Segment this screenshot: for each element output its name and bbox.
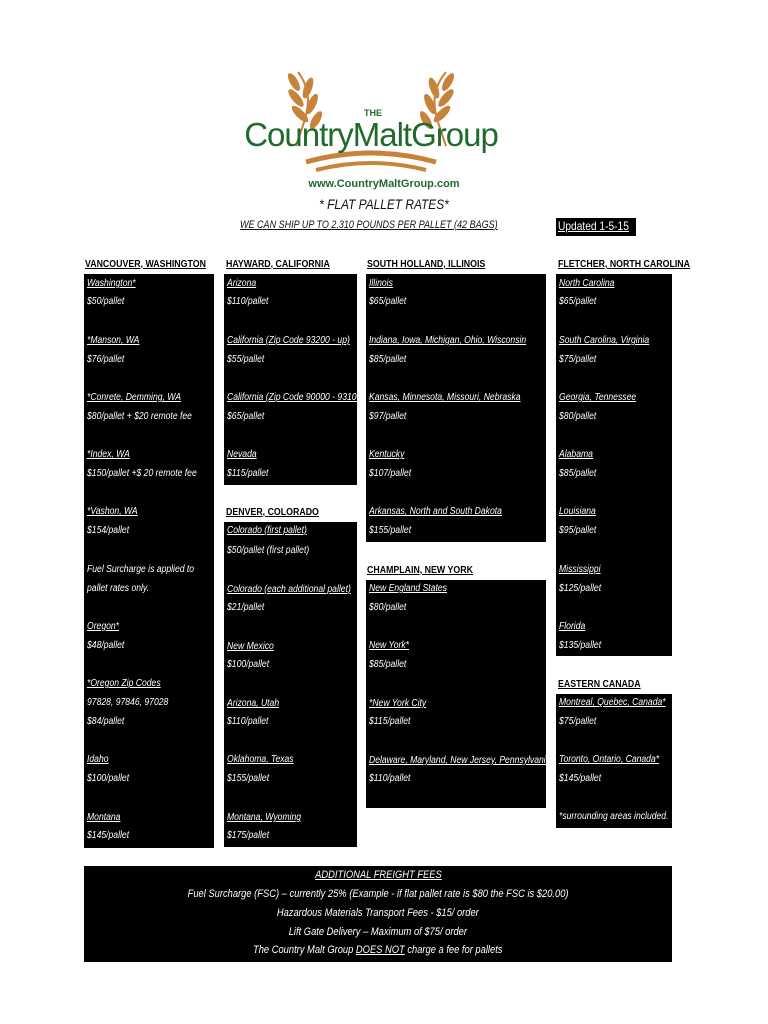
logo-the: THE bbox=[364, 108, 382, 118]
rate-value: $21/pallet bbox=[227, 602, 265, 613]
rate-label: *Oregon Zip Codes bbox=[87, 678, 161, 689]
updated-badge bbox=[556, 218, 636, 236]
page-title: * FLAT PALLET RATES* bbox=[319, 196, 449, 212]
rate-label: Kansas, Minnesota, Missouri, Nebraska bbox=[369, 392, 521, 403]
rate-label: Washington* bbox=[87, 278, 136, 289]
rate-label: Idaho bbox=[87, 754, 109, 765]
rates-box-denver bbox=[224, 542, 357, 847]
rate-label: Montreal, Quebec, Canada* bbox=[559, 697, 666, 708]
rate-value: $154/pallet bbox=[87, 525, 130, 536]
rate-value: $85/pallet bbox=[369, 659, 407, 670]
rate-label: South Carolina, Virginia bbox=[559, 335, 650, 346]
rate-label: Florida bbox=[559, 621, 586, 632]
rate-value: $95/pallet bbox=[559, 525, 597, 536]
rate-label: Toronto, Ontario, Canada* bbox=[559, 754, 660, 765]
rate-label: Arkansas, North and South Dakota bbox=[369, 506, 502, 517]
rate-label: Oregon* bbox=[87, 621, 120, 632]
rate-value: $145/pallet bbox=[559, 773, 602, 784]
fees-heading: ADDITIONAL FREIGHT FEES bbox=[314, 869, 442, 881]
rates-box-fletcher bbox=[556, 274, 672, 656]
rate-value: $110/pallet bbox=[227, 296, 269, 307]
rate-value: $76/pallet bbox=[87, 354, 125, 365]
rate-value: $110/pallet bbox=[369, 773, 411, 784]
rate-value: $80/pallet bbox=[369, 602, 407, 613]
rate-label: Montana bbox=[87, 812, 121, 823]
rate-value: $100/pallet bbox=[227, 659, 270, 670]
company-logo bbox=[236, 66, 506, 178]
rate-label: *Manson, WA bbox=[87, 335, 140, 346]
rate-value: $97/pallet bbox=[369, 411, 407, 422]
website-url[interactable]: www.CountryMaltGroup.com bbox=[308, 178, 460, 190]
surcharge-note: Fuel Surcharge is applied to bbox=[87, 564, 195, 575]
rate-value: $155/pallet bbox=[227, 773, 270, 784]
fee-fuel-surcharge: Fuel Surcharge (FSC) – currently 25% (Example - if flat pallet rate is $80 the FSC is $20.00) bbox=[187, 888, 569, 900]
rate-label: New York* bbox=[369, 640, 410, 651]
column-heading-south-holland: SOUTH HOLLAND, ILLINOIS bbox=[367, 259, 486, 270]
rate-label: Alabama bbox=[559, 449, 593, 460]
column-heading-hayward: HAYWARD, CALIFORNIA bbox=[226, 259, 330, 270]
rate-label: *New York City bbox=[369, 698, 427, 709]
rate-label: Colorado (first pallet) bbox=[227, 525, 307, 536]
fee-pallets-note: The Country Malt Group DOES NOT charge a fee for pallets bbox=[253, 944, 503, 956]
column-heading-vancouver: VANCOUVER, WASHINGTON bbox=[85, 259, 206, 270]
rate-label: Colorado (each additional pallet) bbox=[227, 584, 351, 595]
rates-box-eastern-canada bbox=[556, 694, 672, 828]
surcharge-note: pallet rates only. bbox=[87, 583, 149, 594]
rate-value: $80/pallet + $20 remote fee bbox=[87, 411, 192, 422]
surrounding-areas-note: *surrounding areas included. bbox=[559, 811, 669, 822]
rate-label: Montana, Wyoming bbox=[227, 812, 302, 823]
rate-value: $155/pallet bbox=[369, 525, 412, 536]
rate-value: $80/pallet bbox=[559, 411, 597, 422]
rates-box-champlain bbox=[366, 580, 551, 808]
column-heading-fletcher: FLETCHER, NORTH CAROLINA bbox=[558, 259, 690, 270]
rate-label: *Conrete, Demming, WA bbox=[87, 392, 181, 403]
rate-value: $107/pallet bbox=[369, 468, 412, 479]
rate-value: $84/pallet bbox=[87, 716, 125, 727]
rate-value: $50/pallet (first pallet) bbox=[227, 545, 310, 556]
rate-label: New England States bbox=[369, 583, 447, 594]
rate-value: $85/pallet bbox=[369, 354, 407, 365]
rate-value: $115/pallet bbox=[369, 716, 411, 727]
rate-value: $48/pallet bbox=[87, 640, 125, 651]
rate-label: Arizona bbox=[227, 278, 257, 289]
rates-box-south-holland bbox=[366, 274, 546, 542]
column-heading-champlain: CHAMPLAIN, NEW YORK bbox=[367, 565, 473, 576]
rate-value: $75/pallet bbox=[559, 716, 597, 727]
updated-date: Updated 1-5-15 bbox=[558, 219, 629, 233]
rate-value: $55/pallet bbox=[227, 354, 265, 365]
rate-label: Georgia, Tennessee bbox=[559, 392, 637, 403]
rate-label: North Carolina bbox=[559, 278, 615, 289]
rate-value: $125/pallet bbox=[559, 583, 602, 594]
rate-label: California (Zip Code 93200 - up) bbox=[227, 335, 350, 346]
rate-value: $115/pallet bbox=[227, 468, 269, 479]
rate-label: Nevada bbox=[227, 449, 257, 460]
rate-label: *Vashon, WA bbox=[87, 506, 138, 517]
rate-value: $175/pallet bbox=[227, 830, 270, 841]
rate-value: $85/pallet bbox=[559, 468, 597, 479]
rates-box-vancouver bbox=[84, 274, 214, 848]
rate-label: Illinois bbox=[369, 278, 393, 289]
rates-box-hayward bbox=[224, 274, 365, 485]
page-subtitle: WE CAN SHIP UP TO 2,310 POUNDS PER PALLET (42 BAGS) bbox=[240, 219, 498, 231]
rate-value: $75/pallet bbox=[559, 354, 597, 365]
rate-value: $135/pallet bbox=[559, 640, 602, 651]
rate-label: Mississippi bbox=[559, 564, 601, 575]
column-heading-denver: DENVER, COLORADO bbox=[226, 507, 319, 518]
rate-value: $100/pallet bbox=[87, 773, 130, 784]
rates-box-denver-top bbox=[224, 522, 357, 542]
rate-value: $65/pallet bbox=[559, 296, 597, 307]
rate-value: $65/pallet bbox=[227, 411, 265, 422]
rate-value: $65/pallet bbox=[369, 296, 407, 307]
rate-label: Delaware, Maryland, New Jersey, Pennsylvania bbox=[369, 755, 551, 766]
rate-label: Arizona, Utah bbox=[227, 698, 280, 709]
rate-label: California (Zip Code 90000 - 93100) bbox=[227, 392, 365, 403]
rate-label: *Index, WA bbox=[87, 449, 130, 460]
fee-hazmat: Hazardous Materials Transport Fees - $15/ order bbox=[277, 907, 479, 919]
rate-value: $110/pallet bbox=[227, 716, 269, 727]
rate-value: $50/pallet bbox=[87, 296, 125, 307]
fee-lift-gate: Lift Gate Delivery – Maximum of $75/ order bbox=[288, 926, 468, 938]
rate-value: $145/pallet bbox=[87, 830, 130, 841]
additional-fees-box bbox=[84, 866, 672, 962]
logo-name: CountryMaltGroup bbox=[244, 116, 498, 153]
column-heading-eastern-canada: EASTERN CANADA bbox=[558, 679, 641, 690]
rate-label: New Mexico bbox=[227, 641, 274, 652]
rate-zip-codes: 97828, 97846, 97028 bbox=[87, 697, 169, 708]
rate-label: Louisiana bbox=[559, 506, 596, 517]
rate-label: Indiana, Iowa, Michigan, Ohio, Wisconsin bbox=[369, 335, 527, 346]
rate-label: Oklahoma, Texas bbox=[227, 754, 294, 765]
rate-value: $150/pallet +$ 20 remote fee bbox=[87, 468, 197, 479]
rate-label: Kentucky bbox=[369, 449, 405, 460]
